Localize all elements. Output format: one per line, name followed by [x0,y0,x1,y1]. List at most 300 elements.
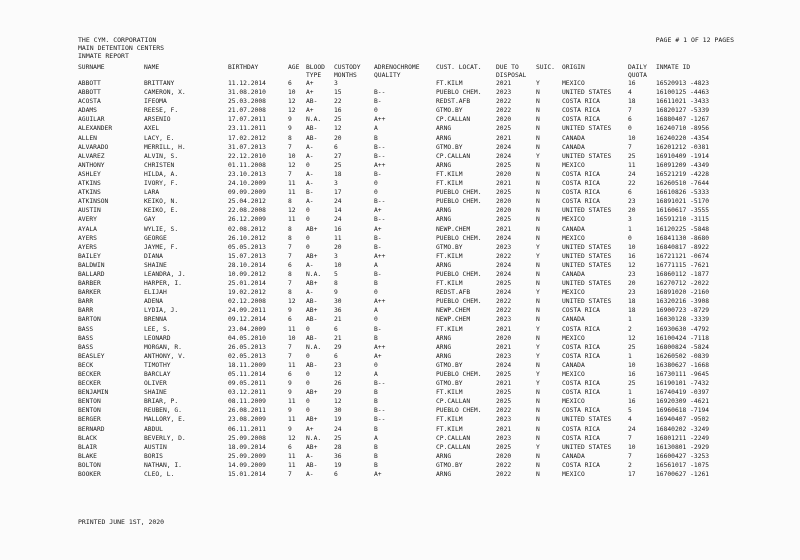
cell-inmate-id: 16591210 -3115 [656,216,710,224]
cell-custody-months: 29 [334,343,342,351]
table-row [78,262,748,271]
cell-cust-location: ARNG [436,452,452,460]
cell-age: 11 [288,416,296,424]
cell-daily-quota: 6 [628,116,632,124]
cell-inmate-id: 16891021 -5170 [656,198,710,206]
cell-blood-type: AB- [306,298,318,306]
cell-cust-location: ARNG [436,125,452,133]
cell-inmate-id: 16160617 -3555 [656,207,710,215]
cell-surname: BERNARD [78,425,105,433]
cell-adrenochrome-quality: A++ [374,116,386,124]
cell-daily-quota: 7 [628,107,632,115]
cell-age: 10 [288,334,296,342]
cell-inmate-id: 16260502 -0839 [656,352,710,360]
cell-inmate-id: 16900723 -8729 [656,307,710,315]
table-row [78,362,748,371]
cell-daily-quota: 10 [628,361,636,369]
cell-adrenochrome-quality: A [374,125,378,133]
cell-suicide-flag: N [536,134,540,142]
cell-age: 10 [288,152,296,160]
cell-origin: COSTA RICA [562,98,600,106]
cell-surname: AYALA [78,225,97,233]
cell-adrenochrome-quality: 0 [374,189,378,197]
cell-inmate-id: 16091209 -4349 [656,161,710,169]
table-row [78,207,748,216]
col-blood: BLOOD TYPE [306,64,325,79]
cell-custody-months: 18 [334,170,342,178]
cell-origin: MEXICO [562,371,585,378]
cell-custody-months: 28 [334,443,342,451]
cell-inmate-id: 16240710 -8956 [656,125,710,133]
cell-blood-type: 0 [306,161,310,169]
cell-suicide-flag: N [536,189,540,197]
cell-suicide-flag: N [536,170,540,178]
cell-adrenochrome-quality: A [374,307,378,315]
cell-suicide-flag: N [536,198,540,206]
cell-due-to-disposal: 2022 [496,107,512,115]
cell-cust-location: NEWP.CHEM [436,316,471,324]
cell-birthday: 18.09.2014 [228,443,266,451]
cell-age: 7 [288,471,292,479]
cell-due-to-disposal: 2022 [496,407,512,415]
cell-due-to-disposal: 2025 [496,389,512,397]
cell-daily-quota: 1 [628,316,632,324]
cell-daily-quota: 24 [628,425,636,433]
cell-daily-quota: 12 [628,261,636,269]
col-quota: DAILY QUOTA [628,64,647,79]
table-row [78,426,748,435]
cell-custody-months: 36 [334,452,342,460]
cell-adrenochrome-quality: B [374,461,378,469]
cell-cust-location: FT.KILM [436,425,463,433]
table-row [78,216,748,225]
cell-surname: ASHLEY [78,170,101,178]
cell-surname: ABBOTT [78,89,101,97]
cell-suicide-flag: N [536,407,540,415]
cell-inmate-id: 16030128 -3339 [656,316,710,324]
cell-custody-months: 6 [334,471,338,479]
cell-custody-months: 23 [334,361,342,369]
cell-cust-location: ARNG [436,343,452,351]
cell-cust-location: NEWP.CHEM [436,307,471,315]
cell-inmate-id: 16880407 -1267 [656,116,710,124]
cell-suicide-flag: N [536,425,540,433]
cell-adrenochrome-quality: B [374,452,378,460]
table-row [78,380,748,389]
table-row [78,289,748,298]
cell-name: LARA [144,189,160,197]
cell-cust-location: GTMO.BY [436,243,463,251]
cell-name: BRITTANY [144,80,175,87]
cell-custody-months: 6 [334,143,338,151]
cell-age: 8 [288,289,292,297]
cell-age: 6 [288,443,292,451]
cell-name: AUSTIN [144,443,167,451]
cell-birthday: 09.12.2014 [228,316,266,324]
table-row [78,398,748,407]
cell-custody-months: 16 [334,107,342,115]
cell-inmate-id: 16910409 -1914 [656,152,710,160]
cell-surname: BERGER [78,416,101,424]
cell-origin: UNITED STATES [562,152,612,160]
cell-surname: ABBOTT [78,80,101,87]
cell-birthday: 17.07.2011 [228,116,266,124]
cell-origin: COSTA RICA [562,189,600,197]
cell-birthday: 03.12.2011 [228,389,266,397]
table-row [78,335,748,344]
cell-birthday: 06.11.2011 [228,425,266,433]
cell-adrenochrome-quality: B-- [374,407,386,415]
cell-daily-quota: 25 [628,152,636,160]
cell-blood-type: A- [306,180,314,188]
cell-daily-quota: 11 [628,161,636,169]
cell-adrenochrome-quality: B-- [374,89,386,97]
cell-suicide-flag: N [536,416,540,424]
cell-inmate-id: 16891020 -2160 [656,289,710,297]
cell-birthday: 10.09.2012 [228,270,266,278]
cell-age: 7 [288,352,292,360]
cell-surname: BOLTON [78,461,101,469]
cell-inmate-id: 16201212 -0381 [656,143,710,151]
cell-name: LYDIA, J. [144,307,179,315]
cell-birthday: 25.04.2012 [228,198,266,206]
cell-birthday: 21.07.2008 [228,107,266,115]
cell-age: 11 [288,180,296,188]
cell-origin: UNITED STATES [562,243,612,251]
table-row [78,326,748,335]
cell-due-to-disposal: 2022 [496,252,512,260]
cell-blood-type: N.A. [306,434,322,442]
table-row [78,416,748,425]
cell-blood-type: B- [306,189,314,197]
cell-birthday: 17.02.2012 [228,134,266,142]
cell-suicide-flag: N [536,389,540,397]
cell-suicide-flag: N [536,125,540,133]
cell-cust-location: ARNG [436,134,452,142]
cell-name: HARPER, I. [144,280,182,288]
cell-adrenochrome-quality: B- [374,234,382,242]
cell-birthday: 09.05.2011 [228,380,266,388]
cell-custody-months: 12 [334,398,342,406]
cell-due-to-disposal: 2021 [496,134,512,142]
cell-cust-location: FT.KILM [436,180,463,188]
cell-surname: AVERY [78,216,97,224]
cell-adrenochrome-quality: A+ [374,207,382,215]
cell-name: MERRILL, H. [144,143,186,151]
cell-due-to-disposal: 2021 [496,80,512,87]
cell-suicide-flag: N [536,361,540,369]
col-age: AGE [288,64,300,71]
col-adrenochrome: ADRENOCHROME QUALITY [374,64,420,79]
cell-blood-type: AB- [306,98,318,106]
cell-inmate-id: 16610826 -5333 [656,189,710,197]
cell-adrenochrome-quality: B- [374,270,382,278]
cell-custody-months: 24 [334,198,342,206]
cell-due-to-disposal: 2020 [496,198,512,206]
page-indicator: PAGE # 1 OF 12 PAGES [655,36,734,44]
cell-daily-quota: 2 [628,461,632,469]
cell-birthday: 22.12.2010 [228,152,266,160]
cell-age: 12 [288,161,296,169]
cell-birthday: 25.09.2008 [228,434,266,442]
cell-name: BRIAR, P. [144,398,179,406]
cell-custody-months: 3 [334,180,338,188]
cell-blood-type: 0 [306,398,310,406]
cell-name: ADENA [144,298,163,306]
cell-origin: COSTA RICA [562,434,600,442]
cell-custody-months: 30 [334,298,342,306]
cell-custody-months: 25 [334,116,342,124]
cell-inmate-id: 16721121 -0674 [656,252,710,260]
table-row [78,389,748,398]
cell-adrenochrome-quality: 0 [374,289,378,297]
cell-birthday: 05.11.2014 [228,371,266,378]
cell-adrenochrome-quality: B- [374,98,382,106]
cell-custody-months: 5 [334,270,338,278]
cell-daily-quota: 2 [628,325,632,333]
cell-daily-quota: 20 [628,280,636,288]
cell-suicide-flag: N [536,234,540,242]
location-name: MAIN DETENTION CENTERS [78,44,165,52]
cell-custody-months: 21 [334,316,342,324]
cell-surname: BECKER [78,380,101,388]
cell-due-to-disposal: 2022 [496,307,512,315]
cell-daily-quota: 7 [628,434,632,442]
cell-name: CAMERON, X. [144,89,186,97]
cell-surname: BECKER [78,371,101,378]
cell-age: 12 [288,98,296,106]
cell-blood-type: AB+ [306,280,318,288]
cell-due-to-disposal: 2020 [496,116,512,124]
cell-blood-type: N.A. [306,343,322,351]
cell-origin: CANADA [562,225,585,233]
cell-daily-quota: 16 [628,371,636,378]
cell-name: ELIJAH [144,289,167,297]
cell-blood-type: AB+ [306,443,318,451]
cell-inmate-id: 16190101 -7432 [656,380,710,388]
cell-suicide-flag: N [536,116,540,124]
cell-custody-months: 12 [334,125,342,133]
cell-adrenochrome-quality: B-- [374,216,386,224]
cell-cust-location: PUEBLO CHEM. [436,198,482,206]
cell-birthday: 04.05.2010 [228,334,266,342]
cell-inmate-id: 16270712 -2022 [656,280,710,288]
cell-origin: MEXICO [562,289,585,297]
cell-blood-type: A- [306,170,314,178]
cell-daily-quota: 22 [628,180,636,188]
cell-surname: ATKINS [78,189,101,197]
cell-surname: BARBER [78,280,101,288]
cell-daily-quota: 1 [628,225,632,233]
cell-daily-quota: 4 [628,89,632,97]
cell-surname: AUSTIN [78,207,101,215]
cell-daily-quota: 18 [628,307,636,315]
cell-age: 12 [288,207,296,215]
cell-surname: BASS [78,325,94,333]
cell-birthday: 23.10.2013 [228,170,266,178]
cell-origin: COSTA RICA [562,116,600,124]
cell-age: 11 [288,452,296,460]
cell-custody-months: 19 [334,461,342,469]
cell-adrenochrome-quality: A+ [374,352,382,360]
cell-surname: BASS [78,343,94,351]
cell-inmate-id: 16730111 -9645 [656,371,710,378]
cell-daily-quota: 16 [628,398,636,406]
cell-origin: COSTA RICA [562,343,600,351]
cell-adrenochrome-quality: B [374,280,378,288]
cell-daily-quota: 10 [628,243,636,251]
cell-custody-months: 17 [334,189,342,197]
report-header [78,36,164,60]
cell-inmate-id: 16130801 -2929 [656,443,710,451]
cell-blood-type: AB+ [306,225,318,233]
cell-adrenochrome-quality: 0 [374,107,378,115]
cell-blood-type: A- [306,471,314,479]
cell-cust-location: ARNG [436,334,452,342]
cell-name: GAY [144,216,156,224]
cell-due-to-disposal: 2021 [496,343,512,351]
cell-origin: COSTA RICA [562,407,600,415]
col-origin: ORIGIN [562,64,585,71]
cell-blood-type: A+ [306,425,314,433]
table-row [78,316,748,325]
cell-daily-quota: 10 [628,134,636,142]
cell-origin: CANADA [562,452,585,460]
cell-adrenochrome-quality: B-- [374,152,386,160]
cell-blood-type: AB+ [306,416,318,424]
cell-surname: BARTON [78,316,101,324]
cell-daily-quota: 0 [628,125,632,133]
cell-suicide-flag: N [536,307,540,315]
cell-birthday: 26.12.2009 [228,216,266,224]
cell-surname: ALVARADO [78,143,109,151]
cell-blood-type: A- [306,143,314,151]
cell-blood-type: N.A. [306,270,322,278]
cell-inmate-id: 16930630 -4792 [656,325,710,333]
cell-custody-months: 10 [334,261,342,269]
cell-due-to-disposal: 2022 [496,98,512,106]
cell-suicide-flag: Y [536,325,540,333]
cell-origin: COSTA RICA [562,198,600,206]
cell-age: 6 [288,80,292,87]
cell-due-to-disposal: 2025 [496,371,512,378]
cell-suicide-flag: N [536,398,540,406]
cell-custody-months: 6 [334,325,338,333]
cell-custody-months: 20 [334,134,342,142]
cell-custody-months: 8 [334,280,338,288]
cell-surname: BLAKE [78,452,97,460]
cell-origin: COSTA RICA [562,425,600,433]
cell-name: AXEL [144,125,160,133]
cell-inmate-id: 16841130 -8680 [656,234,710,242]
cell-due-to-disposal: 2025 [496,280,512,288]
cell-due-to-disposal: 2024 [496,361,512,369]
cell-suicide-flag: N [536,461,540,469]
cell-name: REESE, F. [144,107,179,115]
cell-cust-location: PUEBLO CHEM. [436,270,482,278]
cell-daily-quota: 5 [628,407,632,415]
cell-adrenochrome-quality: A [374,261,378,269]
cell-custody-months: 6 [334,352,338,360]
cell-due-to-disposal: 2023 [496,416,512,424]
cell-origin: COSTA RICA [562,325,600,333]
cell-cust-location: FT.KILM [436,416,463,424]
cell-origin: UNITED STATES [562,280,612,288]
table-row [78,180,748,189]
cell-due-to-disposal: 2024 [496,234,512,242]
cell-due-to-disposal: 2020 [496,452,512,460]
cell-name: OLIVER [144,380,167,388]
cell-inmate-id: 16800824 -5824 [656,343,710,351]
table-row [78,271,748,280]
cell-age: 7 [288,280,292,288]
cell-cust-location: PUEBLO CHEM. [436,89,482,97]
cell-age: 9 [288,425,292,433]
cell-adrenochrome-quality: B- [374,325,382,333]
cell-adrenochrome-quality: B-- [374,198,386,206]
cell-suicide-flag: Y [536,371,540,378]
table-row [78,107,748,116]
cell-cust-location: NEWP.CHEM [436,225,471,233]
cell-daily-quota: 0 [628,234,632,242]
cell-blood-type: 0 [306,216,310,224]
cell-suicide-flag: N [536,107,540,115]
cell-cust-location: PUEBLO CHEM. [436,407,482,415]
cell-daily-quota: 17 [628,471,636,479]
cell-due-to-disposal: 2024 [496,261,512,269]
cell-origin: UNITED STATES [562,125,612,133]
cell-birthday: 11.12.2014 [228,80,266,87]
cell-adrenochrome-quality: A++ [374,252,386,260]
cell-birthday: 23.04.2009 [228,325,266,333]
cell-age: 9 [288,307,292,315]
cell-due-to-disposal: 2021 [496,380,512,388]
cell-birthday: 26.05.2013 [228,343,266,351]
cell-daily-quota: 24 [628,170,636,178]
cell-cust-location: CP.CALLAN [436,152,471,160]
cell-adrenochrome-quality: 0 [374,180,378,188]
cell-suicide-flag: Y [536,343,540,351]
cell-surname: AYERS [78,243,97,251]
cell-cust-location: GTMO.BY [436,107,463,115]
cell-daily-quota: 3 [628,216,632,224]
cell-surname: BOOKER [78,471,101,479]
cell-suicide-flag: N [536,89,540,97]
cell-cust-location: PUEBLO CHEM. [436,234,482,242]
cell-origin: CANADA [562,143,585,151]
cell-suicide-flag: N [536,452,540,460]
cell-surname: AYERS [78,234,97,242]
cell-cust-location: ARNG [436,471,452,479]
cell-age: 7 [288,170,292,178]
cell-custody-months: 26 [334,380,342,388]
cell-surname: BALDWIN [78,261,105,269]
cell-surname: ATKINS [78,180,101,188]
cell-age: 7 [288,343,292,351]
cell-suicide-flag: N [536,270,540,278]
cell-inmate-id: 16820127 -5339 [656,107,710,115]
cell-origin: CANADA [562,316,585,324]
cell-blood-type: A- [306,152,314,160]
table-row [78,353,748,362]
cell-age: 7 [288,243,292,251]
cell-custody-months: 24 [334,216,342,224]
cell-blood-type: 0 [306,243,310,251]
cell-cust-location: ARNG [436,207,452,215]
cell-name: TIMOTHY [144,361,171,369]
cell-blood-type: A+ [306,107,314,115]
cell-surname: ADAMS [78,107,97,115]
